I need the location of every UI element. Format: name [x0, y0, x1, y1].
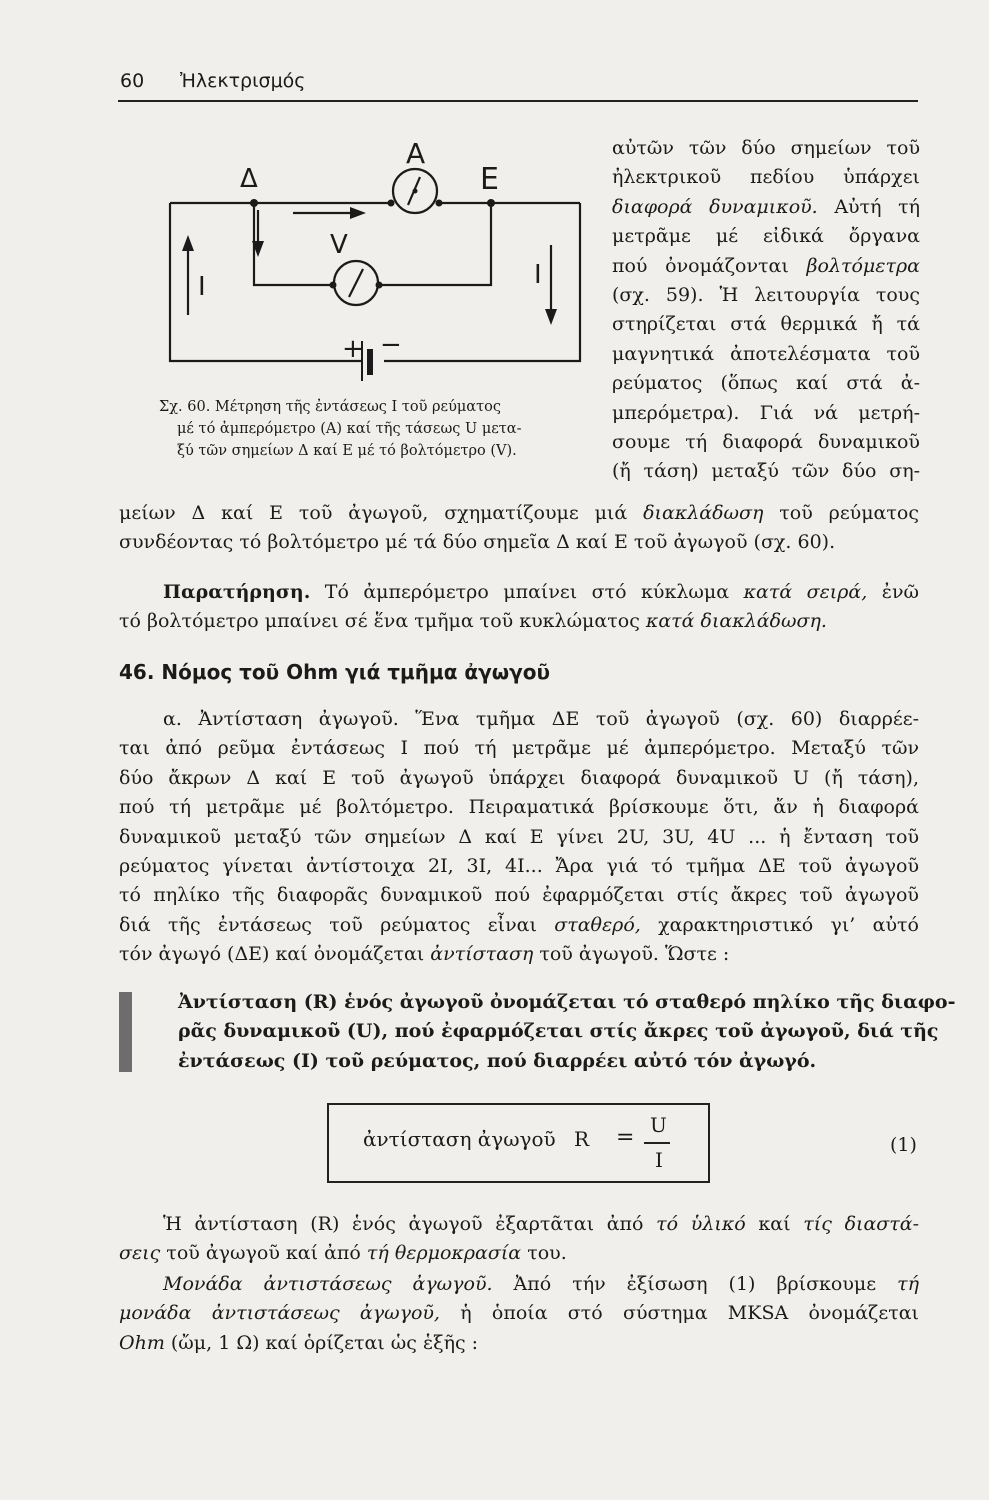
label-delta: Δ [240, 164, 258, 194]
current-arrow-left-head [182, 235, 194, 251]
text-line: δυναμικοῦ μεταξύ τῶν σημείων Δ καί Ε γίνει 2U, 3U, 4U ... ἡ ἔνταση τοῦ [119, 825, 919, 848]
equation-number: (1) [890, 1134, 917, 1156]
text-line: πού τή μετρᾶμε μέ βολτόμετρο. Πειραματικά βρίσκουμε ὅτι, ἄν ἡ διαφορά [119, 796, 919, 819]
text-line: δύο ἄκρων Δ καί Ε τοῦ ἀγωγοῦ ὑπάρχει διαφορά δυναμικοῦ U (ἤ τάση), [119, 766, 919, 789]
text-line: μετρᾶμε μέ εἰδικά ὄργανα [612, 225, 920, 248]
text-line: μονάδα ἀντιστάσεως ἀγωγοῦ, ἡ ὁποία στό σύστημα MKSA ὀνομάζεται [119, 1302, 919, 1325]
text-line: Μονάδα ἀντιστάσεως ἀγωγοῦ. Ἀπό τήν ἐξίσωση (1) βρίσκουμε τή [163, 1273, 919, 1295]
needle-pivot [413, 189, 418, 194]
text-line: μείων Δ καί Ε τοῦ ἀγωγοῦ, σχηματίζουμε μιά διακλάδωση τοῦ ρεύματος [119, 502, 919, 524]
definition-block [178, 988, 956, 1076]
page-header [118, 68, 918, 102]
text-line: μαγνητικά ἀποτελέσματα τοῦ [612, 342, 920, 365]
label-ammeter: A [406, 137, 426, 170]
formula-lhs: R [574, 1127, 590, 1151]
caption-line: ξύ τῶν σημείων Δ καί Ε μέ τό βολτόμετρο (V). [177, 443, 517, 459]
text-line: Ἡ ἀντίσταση (R) ἑνός ἀγωγοῦ ἐξαρτᾶται ἀπό τό ὑλικό καί τίς διαστά- [163, 1213, 920, 1235]
voltmeter-node-right [376, 282, 383, 289]
text-line: ἠλεκτρικοῦ πεδίου ὑπάρχει [612, 166, 920, 189]
text-line: ρεύματος γίνεται ἀντίστοιχα 2I, 3I, 4I... Ἄρα γιά τό τμῆμα ΔΕ τοῦ ἀγωγοῦ [119, 855, 919, 878]
dependence-paragraph [119, 1210, 919, 1269]
text-line: σεις τοῦ ἀγωγοῦ καί ἀπό τή θερμοκρασία του. [119, 1242, 567, 1265]
label-battery-plus: + [342, 334, 364, 364]
text-line: ἐντάσεως (I) τοῦ ρεύματος, πού διαρρέει αὐτό τόν ἀγωγό. [178, 1049, 817, 1072]
ammeter-node-right [436, 200, 443, 207]
text-line: Ἀντίσταση (R) ἑνός ἀγωγοῦ ὀνομάζεται τό σταθερό πηλίκο τῆς διαφο- [178, 991, 956, 1013]
circuit-figure [158, 135, 590, 385]
text-line: τό πηλίκο τῆς διαφορᾶς δυναμικοῦ πού ἐφαρμόζεται στίς ἄκρες τοῦ ἀγωγοῦ [119, 884, 919, 907]
formula-label: ἀντίσταση ἀγωγοῦ [363, 1127, 556, 1151]
caption-line: μέ τό ἀμπερόμετρο (A) καί τῆς τάσεως U μετα- [177, 421, 522, 437]
running-title: Ἠλεκτρισμός [180, 70, 306, 92]
text-line: διά τῆς ἐντάσεως τοῦ ρεύματος εἶναι σταθερό, χαρακτηριστικό γι’ αὐτό [119, 913, 919, 936]
definition-marker-bar [119, 992, 132, 1072]
node-epsilon [487, 199, 495, 207]
unit-paragraph [119, 1270, 919, 1358]
text-line: τό βολτόμετρο μπαίνει σέ ἕνα τμῆμα τοῦ κυκλώματος κατά διακλάδωση. [119, 610, 827, 633]
current-arrow-right-head [545, 309, 557, 325]
node-delta [250, 199, 258, 207]
right-column-text [612, 134, 920, 487]
caption-line: Σχ. 60. Μέτρηση τῆς ἐντάσεως I τοῦ ρεύματος [159, 399, 501, 415]
text-line: ρεύματος (ὅπως καί στά ἀ- [612, 372, 920, 395]
formula-equals: = [616, 1125, 635, 1150]
note-paragraph [119, 578, 919, 637]
text-line: συνδέοντας τό βολτόμετρο μέ τά δύο σημεῖα Δ καί Ε τοῦ ἀγωγοῦ (σχ. 60). [119, 531, 836, 554]
voltmeter-node-left [330, 282, 337, 289]
label-current-right: I [534, 260, 542, 290]
page-number: 60 [120, 70, 145, 92]
text-line: μπερόμετρα). Γιά νά μετρή- [612, 401, 920, 424]
text-line: ρᾶς δυναμικοῦ (U), πού ἐφαρμόζεται στίς ἄκρες τοῦ ἀγωγοῦ, διά τῆς [178, 1020, 939, 1043]
label-battery-minus: − [380, 330, 402, 360]
formula-numerator: U [650, 1113, 667, 1137]
text-line: πού ὀνομάζονται βολτόμετρα [612, 254, 920, 277]
ammeter-node-left [388, 200, 395, 207]
circuit-diagram [158, 135, 590, 385]
voltmeter-branch-right [379, 203, 491, 285]
text-line: (ἤ τάση) μεταξύ τῶν δύο ση- [612, 460, 920, 483]
section-title: 46. Νόμος τοῦ Ohm γιά τμῆμα ἀγωγοῦ [119, 660, 551, 684]
paragraph-continuation [119, 499, 919, 558]
voltmeter-branch-left [254, 203, 333, 285]
fraction-bar [644, 1142, 670, 1144]
voltmeter-needle [349, 269, 363, 297]
text-line: τόν ἀγωγό (ΔΕ) καί ὀνομάζεται ἀντίσταση τοῦ ἀγωγοῦ. Ὥστε : [119, 943, 730, 966]
text-line: Ohm (ὤμ, 1 Ω) καί ὁρίζεται ὡς ἑξῆς : [119, 1331, 479, 1354]
formula-denominator: I [655, 1148, 663, 1172]
text-line: σουμε τή διαφορά δυναμικοῦ [612, 431, 920, 454]
label-voltmeter: V [330, 230, 348, 260]
resistance-paragraph [119, 705, 919, 970]
label-current-left: I [198, 272, 206, 302]
text-line: (σχ. 59). Ἡ λειτουργία τους [612, 284, 920, 307]
text-line: α. Ἀντίσταση ἀγωγοῦ. Ἕνα τμῆμα ΔΕ τοῦ ἀγωγοῦ (σχ. 60) διαρρέε- [163, 708, 919, 730]
top-arrow-head [350, 207, 366, 219]
text-line: Παρατήρηση. Τό ἀμπερόμετρο μπαίνει στό κύκλωμα κατά σειρά, ἐνῶ [163, 581, 920, 603]
text-line: αὐτῶν τῶν δύο σημείων τοῦ [612, 137, 920, 159]
text-line: στηρίζεται στά θερμικά ἤ τά [612, 313, 920, 336]
text-line: ται ἀπό ρεῦμα ἐντάσεως I πού τή μετρᾶμε μέ ἀμπερόμετρο. Μεταξύ τῶν [119, 737, 919, 760]
text-line: διαφορά δυναμικοῦ. Αὐτή τή [612, 195, 920, 218]
figure-caption [159, 396, 591, 462]
label-epsilon: Ε [480, 162, 499, 197]
